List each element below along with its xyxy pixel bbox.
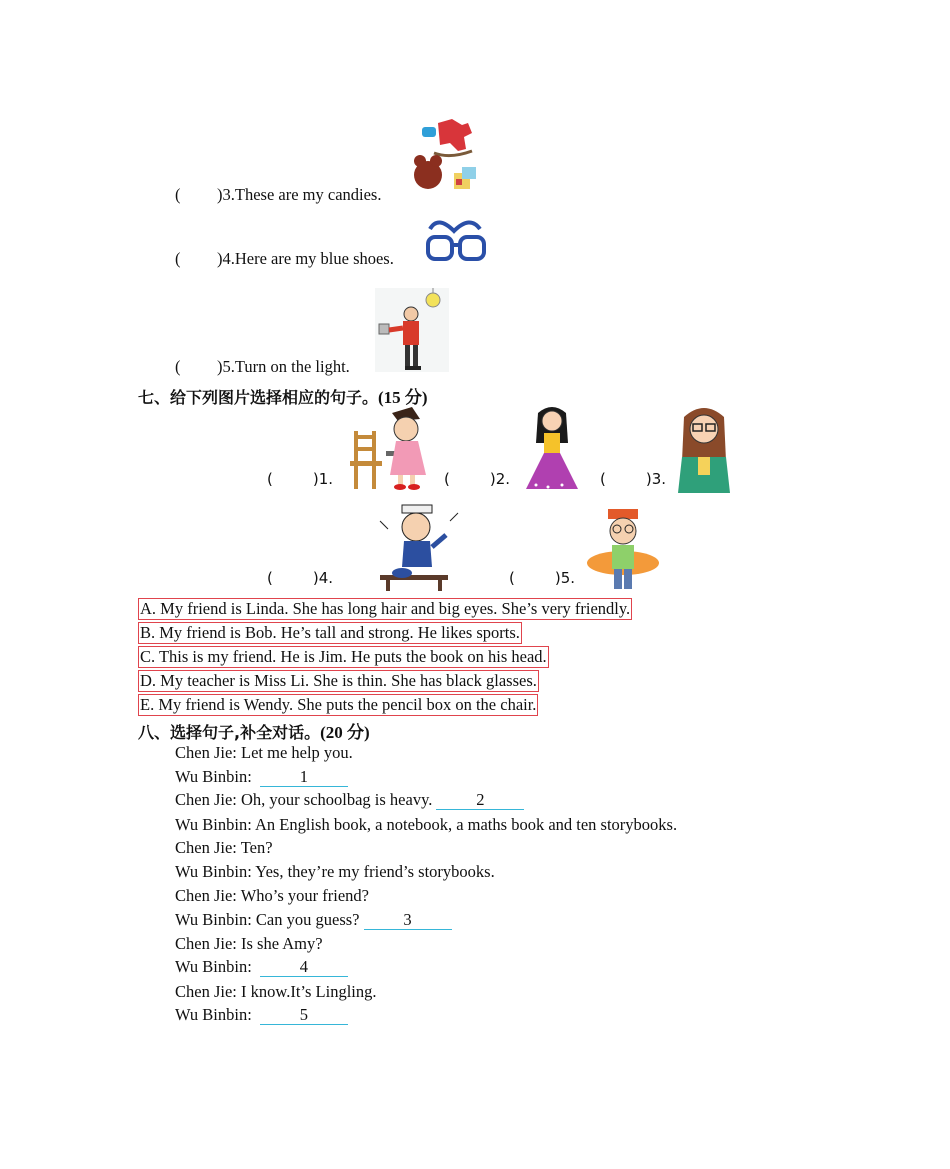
long-hair-girl-picture <box>522 403 582 495</box>
answer-blank-4[interactable]: 4 <box>260 958 348 977</box>
dialogue-line: Wu Binbin: Yes, they’re my friend’s storybooks. <box>175 862 495 881</box>
dialogue-line: Wu Binbin: 5 <box>175 1005 348 1025</box>
tall-strong-boy-picture <box>586 505 660 593</box>
dialogue-line: Wu Binbin: 1 <box>175 767 348 787</box>
item-3: ( )3.These are my candies. <box>175 185 382 204</box>
girl-chair-picture <box>348 407 430 491</box>
option-a: A. My friend is Linda. She has long hair and big eyes. She’s very friendly. <box>140 599 631 618</box>
toys-picture <box>410 115 480 195</box>
picture-5-label: ( )5. <box>509 569 576 587</box>
option-c: C. This is my friend. He is Jim. He puts the book on his head. <box>140 647 547 666</box>
answer-blank-3[interactable]: 3 <box>364 911 452 930</box>
dialogue-line: Chen Jie: Oh, your schoolbag is heavy. 2 <box>175 790 524 810</box>
answer-blank-5[interactable]: 5 <box>260 1006 348 1025</box>
turn-on-light-picture <box>375 288 449 372</box>
picture-3-label: ( )3. <box>600 470 667 488</box>
option-d: D. My teacher is Miss Li. She is thin. She has black glasses. <box>140 671 537 690</box>
picture-2-label: ( )2. <box>444 470 511 488</box>
section-7-heading: 七、给下列图片选择相应的句子。(15 分) <box>138 388 428 407</box>
book-on-head-boy-picture <box>376 503 462 591</box>
dialogue-line: Wu Binbin: An English book, a notebook, a maths book and ten storybooks. <box>175 815 678 834</box>
dialogue-line: Chen Jie: I know.It’s Lingling. <box>175 982 377 1001</box>
item-5: ( )5.Turn on the light. <box>175 357 350 376</box>
dialogue-line: Chen Jie: Ten? <box>175 838 273 857</box>
item-4: ( )4.Here are my blue shoes. <box>175 249 394 268</box>
dialogue-line: Wu Binbin: Can you guess? 3 <box>175 910 452 930</box>
dialogue-line: Chen Jie: Who’s your friend? <box>175 886 369 905</box>
item-5-text: 5.Turn on the light. <box>222 357 350 376</box>
option-e: E. My friend is Wendy. She puts the pencil box on the chair. <box>140 695 537 714</box>
section-8-heading: 八、选择句子,补全对话。(20 分) <box>138 723 370 742</box>
picture-1-label: ( )1. <box>267 470 334 488</box>
item-4-text: 4.Here are my blue shoes. <box>222 249 394 268</box>
answer-blank-1[interactable]: 1 <box>260 768 348 787</box>
teacher-glasses-picture <box>676 403 732 493</box>
picture-4-label: ( )4. <box>267 569 334 587</box>
glasses-picture <box>424 213 488 265</box>
item-3-text: 3.These are my candies. <box>222 185 382 204</box>
dialogue-line: Chen Jie: Let me help you. <box>175 743 353 762</box>
answer-blank-2[interactable]: 2 <box>436 791 524 810</box>
dialogue-line: Chen Jie: Is she Amy? <box>175 934 323 953</box>
option-b: B. My friend is Bob. He’s tall and strong. He likes sports. <box>140 623 520 642</box>
dialogue-line: Wu Binbin: 4 <box>175 957 348 977</box>
